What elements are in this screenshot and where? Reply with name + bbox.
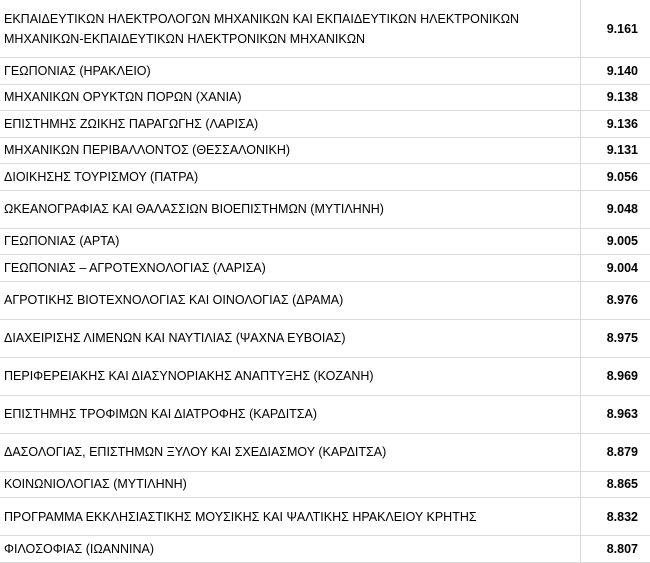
score-value: 8.879 — [580, 433, 650, 471]
table-row — [0, 357, 650, 395]
table-row — [0, 471, 650, 498]
score-value: 8.975 — [580, 319, 650, 357]
table-row — [0, 536, 650, 563]
table-row — [0, 84, 650, 111]
table-row — [0, 137, 650, 164]
table-row — [0, 0, 650, 58]
table-row — [0, 281, 650, 319]
table-row — [0, 164, 650, 191]
table-row — [0, 433, 650, 471]
department-name: ΚΟΙΝΩΝΙΟΛΟΓΙΑΣ (ΜΥΤΙΛΗΝΗ) — [0, 471, 580, 498]
score-value: 8.832 — [580, 498, 650, 536]
department-name: ΔΙΟΙΚΗΣΗΣ ΤΟΥΡΙΣΜΟΥ (ΠΑΤΡΑ) — [0, 164, 580, 191]
table-row — [0, 58, 650, 85]
department-name: ΜΗΧΑΝΙΚΩΝ ΠΕΡΙΒΑΛΛΟΝΤΟΣ (ΘΕΣΣΑΛΟΝΙΚΗ) — [0, 137, 580, 164]
department-name: ΠΕΡΙΦΕΡΕΙΑΚΗΣ ΚΑΙ ΔΙΑΣΥΝΟΡΙΑΚΗΣ ΑΝΑΠΤΥΞΗΣ (ΚΟΖΑΝΗ) — [0, 357, 580, 395]
score-value: 9.004 — [580, 255, 650, 282]
score-value: 9.131 — [580, 137, 650, 164]
department-name: ΔΑΣΟΛΟΓΙΑΣ, ΕΠΙΣΤΗΜΩΝ ΞΥΛΟΥ ΚΑΙ ΣΧΕΔΙΑΣΜΟΥ (ΚΑΡΔΙΤΣΑ) — [0, 433, 580, 471]
department-name: ΠΡΟΓΡΑΜΜΑ ΕΚΚΛΗΣΙΑΣΤΙΚΗΣ ΜΟΥΣΙΚΗΣ ΚΑΙ ΨΑΛΤΙΚΗΣ ΗΡΑΚΛΕΙΟΥ ΚΡΗΤΗΣ — [0, 498, 580, 536]
score-value: 8.963 — [580, 395, 650, 433]
department-name: ΑΓΡΟΤΙΚΗΣ ΒΙΟΤΕΧΝΟΛΟΓΙΑΣ ΚΑΙ ΟΙΝΟΛΟΓΙΑΣ (ΔΡΑΜΑ) — [0, 281, 580, 319]
score-value: 9.048 — [580, 190, 650, 228]
department-name: ΕΠΙΣΤΗΜΗΣ ΖΩΙΚΗΣ ΠΑΡΑΓΩΓΗΣ (ΛΑΡΙΣΑ) — [0, 111, 580, 138]
score-value: 9.056 — [580, 164, 650, 191]
score-value: 9.161 — [580, 0, 650, 58]
score-value: 8.807 — [580, 536, 650, 563]
department-name: ΕΚΠΑΙΔΕΥΤΙΚΩΝ ΗΛΕΚΤΡΟΛΟΓΩΝ ΜΗΧΑΝΙΚΩΝ ΚΑΙ ΕΚΠΑΙΔΕΥΤΙΚΩΝ ΗΛΕΚΤΡΟΝΙΚΩΝ ΜΗΧΑΝΙΚΩΝ-ΕΚΠΑΙΔΕΥΤΙΚΩΝ ΗΛΕΚΤΡΟΝΙΚΩΝ ΜΗΧΑΝΙΚΩΝ — [0, 0, 580, 58]
department-name: ΓΕΩΠΟΝΙΑΣ – ΑΓΡΟΤΕΧΝΟΛΟΓΙΑΣ (ΛΑΡΙΣΑ) — [0, 255, 580, 282]
score-value: 8.865 — [580, 471, 650, 498]
table-row — [0, 395, 650, 433]
department-name: ΕΠΙΣΤΗΜΗΣ ΤΡΟΦΙΜΩΝ ΚΑΙ ΔΙΑΤΡΟΦΗΣ (ΚΑΡΔΙΤΣΑ) — [0, 395, 580, 433]
table-row — [0, 111, 650, 138]
score-value: 8.976 — [580, 281, 650, 319]
department-name: ΦΙΛΟΣΟΦΙΑΣ (ΙΩΑΝΝΙΝΑ) — [0, 536, 580, 563]
score-value: 9.136 — [580, 111, 650, 138]
table-row — [0, 319, 650, 357]
department-name: ΜΗΧΑΝΙΚΩΝ ΟΡΥΚΤΩΝ ΠΟΡΩΝ (ΧΑΝΙΑ) — [0, 84, 580, 111]
department-name: ΩΚΕΑΝΟΓΡΑΦΙΑΣ ΚΑΙ ΘΑΛΑΣΣΙΩΝ ΒΙΟΕΠΙΣΤΗΜΩΝ (ΜΥΤΙΛΗΝΗ) — [0, 190, 580, 228]
table-row — [0, 190, 650, 228]
table-row — [0, 255, 650, 282]
table-row — [0, 228, 650, 255]
table-row — [0, 498, 650, 536]
score-value: 8.969 — [580, 357, 650, 395]
department-name: ΓΕΩΠΟΝΙΑΣ (ΑΡΤΑ) — [0, 228, 580, 255]
score-value: 9.005 — [580, 228, 650, 255]
department-name: ΔΙΑΧΕΙΡΙΣΗΣ ΛΙΜΕΝΩΝ ΚΑΙ ΝΑΥΤΙΛΙΑΣ (ΨΑΧΝΑ ΕΥΒΟΙΑΣ) — [0, 319, 580, 357]
department-name: ΓΕΩΠΟΝΙΑΣ (ΗΡΑΚΛΕΙΟ) — [0, 58, 580, 85]
score-value: 9.140 — [580, 58, 650, 85]
score-value: 9.138 — [580, 84, 650, 111]
